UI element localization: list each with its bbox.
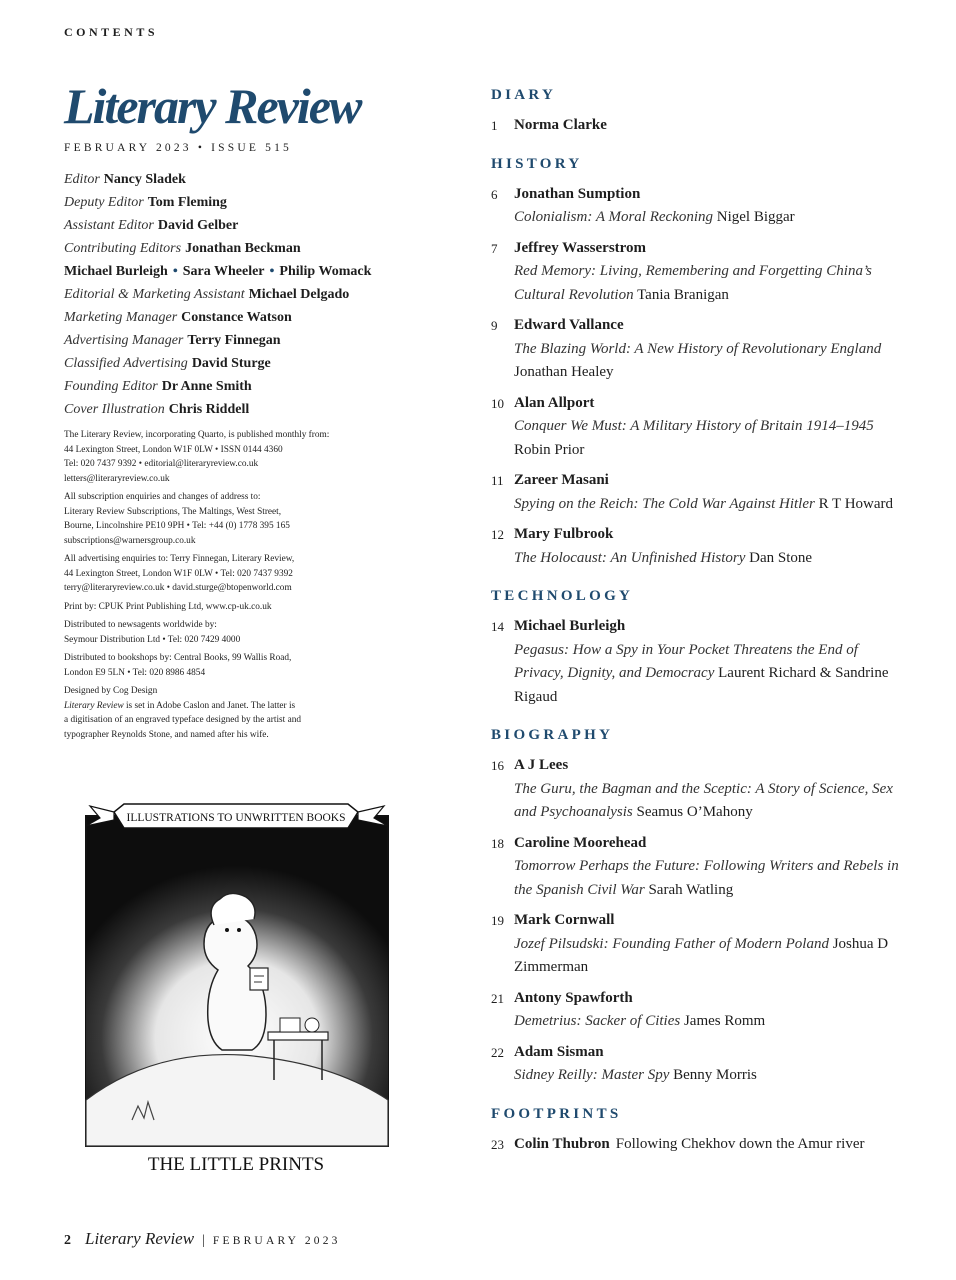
subscription-info: All subscription enquiries and changes of address to: Literary Review Subscriptions, The Maltings, West Street, Bourne, Lincolnshire PE10 9PH • Tel: +44 (0) 1778 395 165 subscriptions@warnersgroup.co.uk [64,492,290,546]
entry-book-title: Sidney Reilly: Master Spy [514,1067,670,1083]
entry-author: Jeffrey Wasserstrom [514,239,647,256]
staff-row: Marketing Manager Constance Watson [64,310,292,325]
entry-author: Adam Sisman [514,1043,604,1060]
entry-book-author: Laurent Richard & Sandrine Rigaud [514,665,889,705]
entry-book-title: Demetrius: Sacker of Cities [514,1013,681,1029]
entry-page: 10 [491,395,504,411]
fine-print [64,428,394,742]
section-title: DIARY [491,87,557,103]
entry-page: 19 [491,913,504,928]
entry-book-author: Joshua D Zimmerman [514,935,889,975]
entry-page: 9 [491,318,498,333]
section-history [491,154,911,571]
entry-book-title: Spying on the Reich: The Cold War Against Hitler [514,495,815,512]
contents-entry[interactable] [491,237,911,308]
entry-page: 12 [491,527,504,542]
footer-divider: | [202,1233,205,1248]
section-title: BIOGRAPHY [491,727,614,743]
contents-entry[interactable] [491,392,911,463]
staff-row: Founding Editor Dr Anne Smith [64,379,252,394]
entry-book-author: Nigel Biggar [716,209,795,225]
entry-book-author: Benny Morris [673,1067,757,1083]
bookshop-info: Distributed to bookshops by: Central Books, 99 Wallis Road, London E9 5LN • Tel: 020 8986 4854 [64,653,292,678]
footer-date: FEBRUARY 2023 [212,1235,341,1247]
entry-book-title: Conquer We Must: A Military History of Britain 1914–1945 [514,418,874,434]
entry-book-title: The Blazing World: A New History of Revolutionary England [514,340,882,357]
contents-entry[interactable] [491,114,911,138]
cartoon-illustration [72,800,400,1180]
section-diary [491,85,911,138]
magazine-title: Literary Review [64,78,361,134]
footer-title: Literary Review [85,1229,195,1248]
contents-entry[interactable] [491,1133,911,1157]
entry-author: Mary Fulbrook [514,526,614,542]
entry-book-author: Dan Stone [749,549,813,566]
entry-page: 21 [491,990,504,1006]
staff-row: Classified Advertising David Sturge [64,356,271,371]
masthead-column [64,80,394,746]
advertising-info: All advertising enquiries to: Terry Finnegan, Literary Review, 44 Lexington Street, London W1F 0LW • Tel: 020 7437 9392 terry@literaryreview.co.uk • david.sturge@btopenworld.com [64,554,295,593]
entry-author: Caroline Moorehead [514,834,647,851]
staff-row-contributors: Michael Burleigh • Sara Wheeler • Philip Womack [64,264,372,279]
contents-entry[interactable] [491,615,911,709]
entry-page: 22 [491,1044,504,1060]
contents-entry[interactable] [491,523,911,570]
staff-row: Contributing Editors Jonathan Beckman [64,241,301,256]
entry-book-title: The Holocaust: An Unfinished History [514,549,746,566]
section-title: FOOTPRINTS [491,1105,622,1122]
entry-book-title: Jozef Pilsudski: Founding Father of Modern Poland [514,935,829,952]
staff-row: Cover Illustration Chris Riddell [64,402,250,417]
cartoon-caption: THE LITTLE PRINTS [147,1154,325,1175]
entry-author: A J Lees [514,757,569,773]
entry-note: Following Chekhov down the Amur river [615,1135,865,1152]
page-footer [64,1229,341,1249]
entry-author: Jonathan Sumption [514,185,641,202]
entry-author: Edward Vallance [514,317,624,333]
entry-author: Alan Allport [514,394,595,411]
entry-book-title: Colonialism: A Moral Reckoning [514,209,714,225]
cover-cartoon [72,800,400,1180]
entry-book-title: The Guru, the Bagman and the Sceptic: A Story of Science, Sex and Psychoanalysis [514,780,893,820]
entry-book-author: R T Howard [818,495,894,512]
entry-author: Zareer Masani [514,472,609,488]
contents-entry[interactable] [491,909,911,980]
entry-book-author: Tania Branigan [637,286,729,303]
section-biography [491,725,911,1088]
section-label: CONTENTS [64,25,159,39]
publishing-info: The Literary Review, incorporating Quarto, is published monthly from: 44 Lexington Street, London W1F 0LW • ISSN 0144 4360 Tel: 020 7437 9392 • editorial@literaryreview.co.uk letters@literaryreview.co.uk [64,430,330,484]
entry-book-author: Sarah Watling [648,881,734,898]
contents-entry[interactable] [491,987,911,1034]
issue-line: FEBRUARY 2023 • ISSUE 515 [64,142,293,154]
section-title: HISTORY [491,155,583,172]
contents-entry[interactable] [491,314,911,385]
print-info: Print by: CPUK Print Publishing Ltd, www.cp-uk.co.uk [64,601,272,612]
entry-author: Mark Cornwall [514,912,615,928]
section-title: TECHNOLOGY [491,588,634,604]
contents-entry[interactable] [491,469,911,516]
entry-page: 1 [491,118,498,133]
section-technology [491,586,911,709]
entry-author: Norma Clarke [514,117,607,133]
entry-page: 6 [491,186,498,202]
entry-author: Colin Thubron [514,1135,610,1152]
entry-book-title: Tomorrow Perhaps the Future: Following Writers and Rebels in the Spanish Civil War [514,858,899,898]
staff-row: Editor Nancy Sladek [64,172,186,187]
entry-page: 7 [491,240,498,256]
entry-book-title: Red Memory: Living, Remembering and Forgetting China’s Cultural Revolution [514,263,872,303]
page-number: 2 [64,1233,71,1248]
entry-book-author: James Romm [683,1013,766,1029]
cartoon-banner: ILLUSTRATIONS TO UNWRITTEN BOOKS [126,812,346,824]
contents-entry[interactable] [491,183,911,230]
entry-book-author: Robin Prior [514,441,585,458]
contents-entry[interactable] [491,832,911,903]
staff-row: Deputy Editor Tom Fleming [64,195,227,210]
section-footprints [491,1104,911,1157]
entry-book-author: Jonathan Healey [514,364,614,380]
staff-row: Advertising Manager Terry Finnegan [64,333,281,348]
design-info: Designed by Cog Design Literary Review is set in Adobe Caslon and Janet. The latter is a digitisation of an engraved typeface designed by the artist and typographer Reynolds Stone, and named after his wife. [64,686,301,740]
entry-page: 14 [491,619,504,634]
entry-page: 18 [491,835,504,851]
newsagent-info: Distributed to newsagents worldwide by: Seymour Distribution Ltd • Tel: 020 7429 4000 [64,620,241,645]
entry-author: Antony Spawforth [514,989,633,1006]
staff-list [64,168,394,421]
entry-author: Michael Burleigh [514,618,626,634]
entry-book-title: Pegasus: How a Spy in Your Pocket Threatens the End of Privacy, Dignity, and Democracy [514,641,858,681]
staff-row: Editorial & Marketing Assistant Michael Delgado [64,287,350,302]
contents-column [491,85,911,1172]
entry-page: 23 [491,1136,504,1152]
contents-entry[interactable] [491,1041,911,1088]
contents-entry[interactable] [491,754,911,825]
entry-page: 16 [491,758,504,773]
staff-row: Assistant Editor David Gelber [64,218,239,233]
entry-page: 11 [491,473,504,488]
entry-book-author: Seamus O’Mahony [636,804,753,820]
